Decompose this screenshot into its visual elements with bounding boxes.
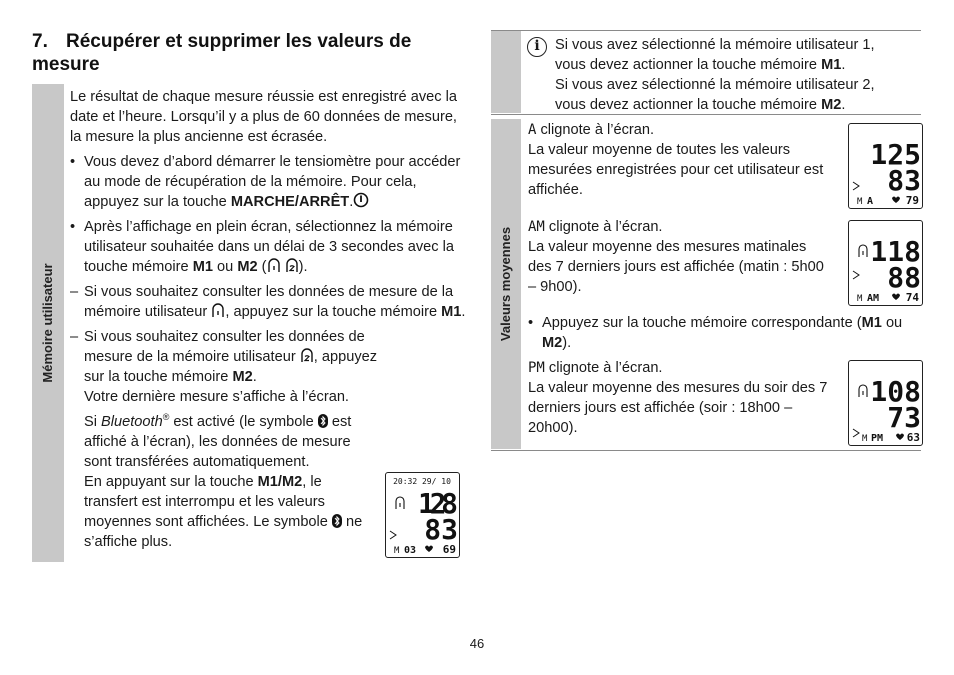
lcd-pm-arrow-icon <box>853 429 859 437</box>
info-text <box>555 35 905 115</box>
power-key-label: MARCHE/ARRÊT <box>230 194 350 210</box>
lcd-pm-mem-label: M <box>862 434 868 444</box>
lcd-pm-heart-icon <box>896 434 904 441</box>
dash1-key: M1 <box>441 304 462 320</box>
dash1-text2: , appuyez sur la touche mémoire <box>225 304 442 320</box>
bluetooth-icon <box>332 514 342 528</box>
lcd-mem-number: 03 <box>404 545 417 556</box>
block-a-text: La valeur moyenne de toutes les valeurs mesurées enregistrées pour cet utilisateur est affichée. <box>528 142 824 198</box>
power-icon <box>353 192 369 208</box>
lcd-pm-systolic: 108 <box>870 375 921 408</box>
right-bottom-rule <box>491 450 921 451</box>
left-sidebar <box>32 84 64 562</box>
page-number: 46 <box>469 636 485 651</box>
lcd-am-systolic: 118 <box>870 235 921 268</box>
lcd-a-diastolic: 83 <box>887 164 921 197</box>
info-key-2: M2 <box>821 97 842 113</box>
dash2-d: est activé (le symbole <box>169 413 318 430</box>
lcd-display-average-evening <box>848 360 923 446</box>
bullet-m1: M1 <box>861 315 882 331</box>
block-am-blink-text: clignote à l’écran. <box>544 219 663 235</box>
bullet-select-memory: • Après l’affichage en plein écran, sélectionnez la mémoire utilisateur souhaitée dans un délai de 3 secondes avec la touche mémoire M1 ou M2 ( ). <box>70 217 466 277</box>
intro-paragraph: Le résultat de chaque mesure réussie est enregistré avec la date et l’heure. Lorsqu’il y a plus de 60 données de mesure, la mesure la plus ancienne est écrasée. <box>70 89 457 145</box>
right-sidebar <box>491 119 521 449</box>
dash2-key: M2 <box>232 369 253 385</box>
lcd-datetime: 20:32 29/ 10 <box>393 477 451 486</box>
info-paragraph-1: Si vous avez sélectionné la mémoire utilisateur 1, vous devez actionner la touche mémoire M1. <box>555 37 875 73</box>
lcd-display-memory <box>385 472 460 558</box>
block-am-text: La valeur moyenne des mesures matinales des 7 derniers jours est affichée (matin : 5h00 – 9h00). <box>528 239 824 295</box>
lcd-a-systolic: 125 <box>870 138 921 171</box>
registered-mark: ® <box>162 412 170 422</box>
lcd-diastolic: 83 <box>424 513 458 546</box>
lcd-am-mem-label: M <box>857 294 863 304</box>
bullet-ou: ou <box>881 315 903 331</box>
block-a-blink-text: clignote à l’écran. <box>536 122 655 138</box>
bullet-start-device: • Vous devez d’abord démarrer le tensiomètre pour accéder au mode de récupération de la mémoire. Pour cela, appuyez sur la touche MARCHE/ARRÊT. <box>70 152 466 212</box>
info-line-2: Si vous avez sélectionné la mémoire utilisateur 2, vous devez actionner la touche mémoire <box>555 77 875 113</box>
user1-icon <box>267 257 281 273</box>
dash1-text: Si vous souhaitez consulter les données de mesure de la mémoire utilisateur <box>84 284 454 320</box>
dash2-a: Si vous souhaitez consulter les données de mesure de la mémoire utilisateur <box>84 329 365 365</box>
block-pm-text: La valeur moyenne des mesures du soir des 7 derniers jours est affichée (soir : 18h00 – 20h00). <box>528 380 828 436</box>
bullet1-text: Vous devez d’abord démarrer le tensiomètre pour accéder au mode de récupération de la mémoire. Pour cela, appuyez sur la touche <box>84 154 461 210</box>
info-sidebar <box>491 31 521 113</box>
block-am <box>528 217 828 297</box>
block-am-blink <box>528 217 828 237</box>
block-a-code: A <box>528 122 537 138</box>
dash2-e: est affiché à l’écran), les données de mesure sont transférées automatiquement. <box>84 413 352 470</box>
info-bottom-rule <box>491 114 921 115</box>
lcd-a-arrow-icon <box>853 182 859 190</box>
user2-icon <box>285 257 299 273</box>
lcd-heart-icon <box>425 546 433 553</box>
dash2-g: , le transfert est interrompu et les valeurs moyennes sont affichées. Le symbole <box>84 473 332 530</box>
bullet-end: ). <box>562 335 572 351</box>
info-paragraph-2: Si vous avez sélectionné la mémoire utilisateur 2, vous devez actionner la touche mémoire M2. <box>555 77 875 113</box>
bluetooth-icon <box>318 414 328 428</box>
lcd-a-pulse: 79 <box>905 194 919 207</box>
info-icon: i <box>527 37 547 57</box>
block-am-code: AM <box>528 219 545 235</box>
dash2-si: Si <box>84 413 102 430</box>
block-bullet <box>528 313 922 353</box>
dash-user1: – Si vous souhaitez consulter les données de mesure de la mémoire utilisateur , appuyez sur la touche mémoire M1. <box>70 282 466 322</box>
lcd-pm-diastolic: 73 <box>887 401 921 434</box>
lcd-pulse: 69 <box>442 543 456 556</box>
dash2-f: En appuyant sur la touche <box>84 473 258 490</box>
info-key-1: M1 <box>821 57 842 73</box>
section-title <box>32 30 452 76</box>
dash2-b: , appuyez sur la touche mémoire <box>84 349 378 385</box>
lcd-a-heart-icon <box>892 197 900 204</box>
bullet2-text: Après l’affichage en plein écran, sélectionnez la mémoire utilisateur souhaitée dans un délai de 3 secondes avec la touche mémoire <box>84 219 454 275</box>
left-sidebar-label: Mémoire utilisateur <box>40 263 55 383</box>
lcd-display-average-morning <box>848 220 923 306</box>
dash2-key2: M1/M2 <box>257 473 303 490</box>
lcd-systolic: 128 <box>418 487 458 520</box>
user2-icon <box>300 347 314 363</box>
lcd-user1-icon <box>396 497 404 509</box>
lcd-mem-label: M <box>394 546 400 556</box>
right-sidebar-label: Valeurs moyennes <box>498 226 513 342</box>
lcd-am-diastolic: 88 <box>887 261 921 294</box>
block-pm <box>528 358 834 438</box>
lcd-a-mem-label: M <box>857 197 863 207</box>
lcd-am-pulse: 74 <box>905 291 919 304</box>
block-a <box>528 120 828 200</box>
lcd-am-heart-icon <box>892 294 900 301</box>
lcd-am-user1-icon <box>859 245 867 257</box>
info-line-1: Si vous avez sélectionné la mémoire utilisateur 1, vous devez actionner la touche mémoire <box>555 37 875 73</box>
dash2-c: Votre dernière mesure s’affiche à l’écran. <box>84 389 349 405</box>
block-a-blink <box>528 120 828 140</box>
dash2-h: ne s’affiche plus. <box>84 513 363 550</box>
bullet2-or: ou <box>212 259 238 275</box>
lcd-pm-user1-icon <box>859 385 867 397</box>
section-number: 7. <box>32 31 48 52</box>
block-pm-blink-text: clignote à l’écran. <box>544 360 663 376</box>
lcd-pm-mode: PM <box>871 433 884 444</box>
bullet-m2: M2 <box>542 335 563 351</box>
lcd-am-mode: AM <box>867 293 880 304</box>
lcd-pm-pulse: 63 <box>906 431 920 444</box>
lcd-a-mode: A <box>867 196 874 207</box>
info-top-rule <box>491 30 921 31</box>
block-pm-code: PM <box>528 360 545 376</box>
section-title-text: Récupérer et supprimer les valeurs de mesure <box>32 31 412 75</box>
lcd-am-arrow-icon <box>853 271 859 279</box>
dash-user2: – Si vous souhaitez consulter les données de mesure de la mémoire utilisateur , appuyez sur la touche mémoire M2. Votre dernière mesure s’affiche à l’écran. Si Bluetooth® est activé (le symbole est affiché à l’écran), les données de mesure sont transférées automatiquement. En appuyant sur la touche M1/M2, le transfert est interrompu et les valeurs moyennes sont affichées. Le symbole ne s’affiche plus. <box>70 327 378 552</box>
lcd-arrow-icon <box>390 531 396 539</box>
lcd-display-average-all <box>848 123 923 209</box>
user1-icon <box>211 302 225 318</box>
bluetooth-word: Bluetooth <box>101 413 163 430</box>
bullet-text: Appuyez sur la touche mémoire correspondante ( <box>542 315 862 331</box>
m2-key-label: M2 <box>237 259 258 275</box>
block-pm-blink <box>528 358 834 378</box>
m1-key-label: M1 <box>192 259 213 275</box>
